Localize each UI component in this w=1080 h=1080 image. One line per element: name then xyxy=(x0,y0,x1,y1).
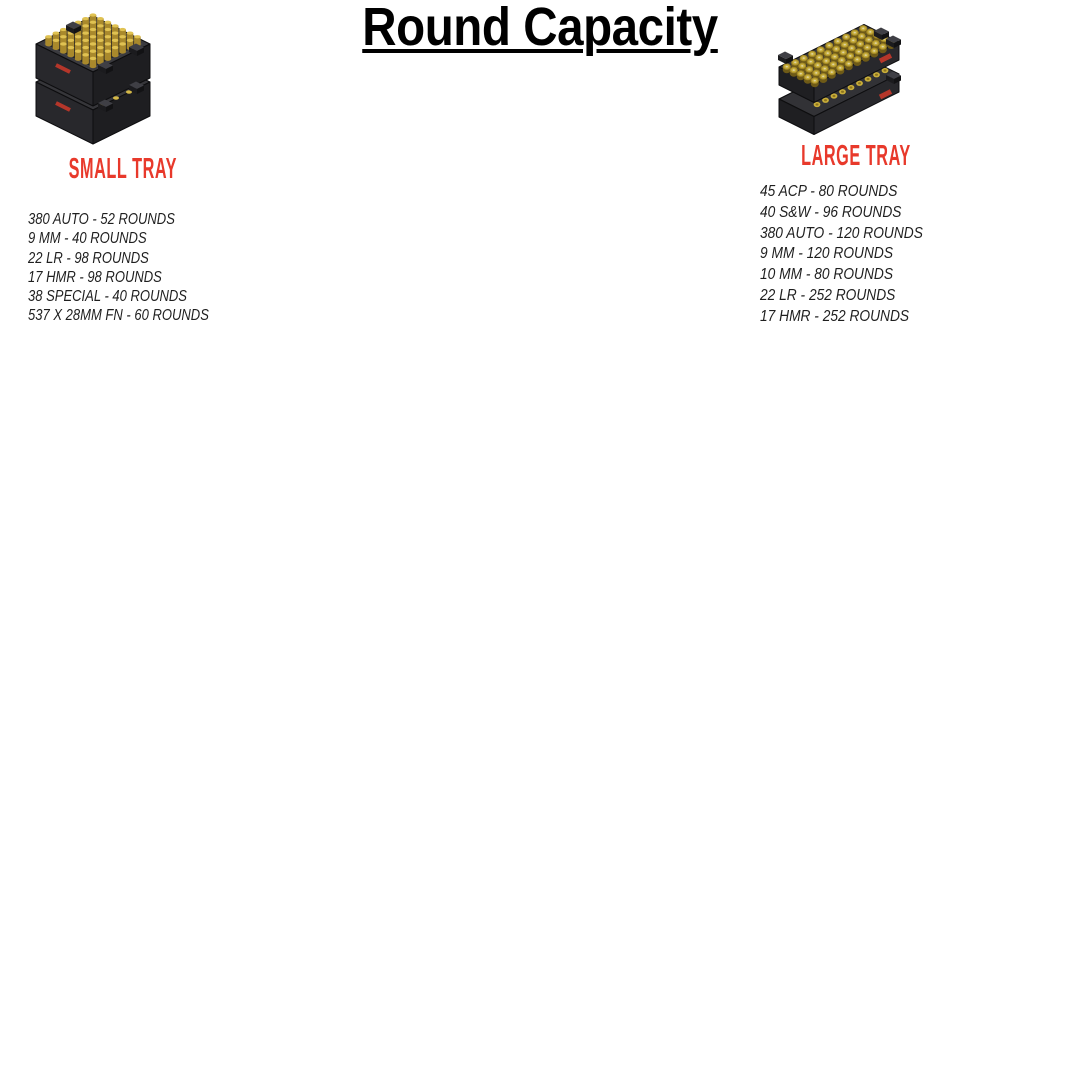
capacity-item: 17 HMR - 252 ROUNDS xyxy=(760,307,910,325)
large-tray-image xyxy=(769,9,909,139)
capacity-item: 40 S&W - 96 ROUNDS xyxy=(760,203,902,221)
capacity-item: 22 LR - 98 ROUNDS xyxy=(28,249,149,267)
capacity-item: 9 MM - 120 ROUNDS xyxy=(760,245,894,263)
capacity-item: 10 MM - 80 ROUNDS xyxy=(760,266,894,284)
capacity-item: 380 AUTO - 52 ROUNDS xyxy=(28,211,175,228)
capacity-item: 380 AUTO - 120 ROUNDS xyxy=(760,224,923,242)
capacity-item: 537 X 28MM FN - 60 ROUNDS xyxy=(28,307,209,325)
large-tray-label: LARGE TRAY xyxy=(801,140,911,172)
small-tray-image xyxy=(28,4,158,152)
capacity-item: 9 MM - 40 ROUNDS xyxy=(28,230,147,248)
capacity-item: 22 LR - 252 ROUNDS xyxy=(760,286,896,304)
capacity-item: 45 ACP - 80 ROUNDS xyxy=(760,183,898,200)
small-tray-figure xyxy=(26,4,178,185)
page-title-text: Round Capacity xyxy=(362,0,718,57)
small-tray-capacity-list xyxy=(28,210,209,326)
large-tray-figure xyxy=(758,9,920,171)
small-tray-label: SMALL TRAY xyxy=(68,153,178,185)
capacity-item: 17 HMR - 98 ROUNDS xyxy=(28,268,162,286)
large-tray-capacity-list xyxy=(760,182,923,328)
capacity-item: 38 SPECIAL - 40 ROUNDS xyxy=(28,288,187,306)
